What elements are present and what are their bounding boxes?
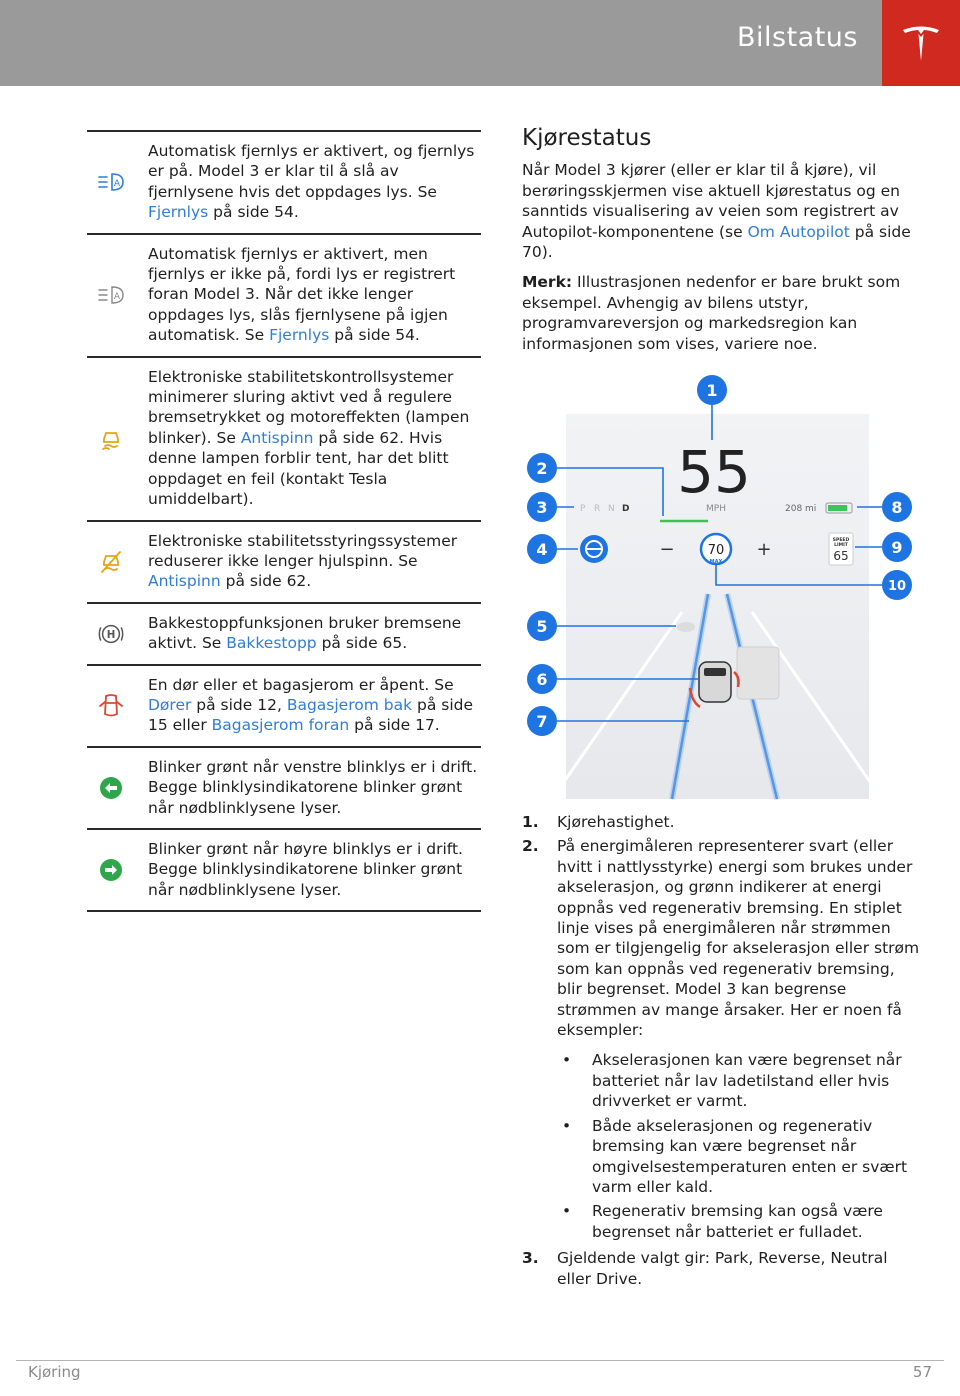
callout-10: 10 [887, 579, 907, 594]
callout-1: 1 [706, 381, 718, 400]
table-row [87, 666, 481, 748]
driving-status-figure [522, 372, 922, 800]
row-text: Bakkestoppfunksjonen bruker bremsene aktivt. Se Bakkestopp på side 65. [148, 613, 462, 653]
callout-7: 7 [536, 712, 548, 731]
driving-status-section [522, 125, 920, 364]
table-row [87, 830, 481, 912]
callout-9: 9 [891, 538, 903, 557]
svg-text:A: A [113, 292, 121, 303]
bullet-list [557, 1050, 920, 1242]
detected-vehicle-far [677, 622, 695, 632]
door-open-icon [97, 692, 125, 720]
svg-text:LIMIT: LIMIT [834, 543, 848, 548]
callout-8: 8 [891, 498, 903, 517]
row-text: Automatisk fjernlys er aktivert, og fjernlys er på. Model 3 er klar til å slå av fjernlysene hvis det oppdages lys. Se Fjernlys på side 54. [148, 142, 475, 222]
link-dorer[interactable]: Dører [148, 695, 192, 714]
row-text: En dør eller et bagasjerom er åpent. Se Dører på side 12, Bagasjerom bak på side 15 eller Bagasjerom foran på side 17. [148, 675, 474, 735]
link-fjernlys[interactable]: Fjernlys [148, 203, 209, 222]
gear-p: P [580, 504, 586, 514]
page-title: Bilstatus [737, 22, 858, 53]
gear-r: R [594, 504, 601, 514]
callout-2: 2 [536, 459, 548, 478]
list-item: 2. På energimåleren representerer svart (eller hvitt i nattlysstyrke) energi som brukes under akselerasjon, og grønn indikerer at energi oppnås ved regenerativ bremsing. En stiplet linje vises på energimåleren når strømmen som er tilgjengelig for akselerasjon eller strøm som kan oppnås ved regenerativ bremsing, blir begrenset. Model 3 kan begrense strømmen av mange årsaker. Her er noen få eksempler: • Akselerasjonen kan være begrenset når batteriet når lav ladetilstand eller hvis drivverket er varmt. • Både akselerasjonen og regenerativ bremsing kan være begrenset når omgivelsestemperaturen enten er svært varm eller kald. • Regenerativ bremsing kan også være begrenset når batteriet er fulladet. [522, 837, 920, 1241]
footer-section: Kjøring [28, 1363, 81, 1381]
speed-limit-value: 65 [833, 549, 849, 563]
svg-text:A: A [113, 179, 121, 190]
callout-5: 5 [536, 617, 548, 636]
auto-high-beam-on-icon [97, 168, 125, 196]
traction-control-off-icon [97, 548, 125, 576]
gear-d: D [622, 504, 630, 514]
list-item: 3. Gjeldende valgt gir: Park, Reverse, Neutral eller Drive. [522, 1249, 888, 1288]
footer-divider [16, 1360, 944, 1361]
svg-text:SPEED: SPEED [832, 538, 850, 543]
link-bakkestopp[interactable]: Bakkestopp [226, 634, 317, 653]
speed-unit: MPH [706, 504, 726, 514]
link-antispinn[interactable]: Antispinn [240, 428, 314, 447]
note-paragraph: Merk: Illustrasjonen nedenfor er bare brukt som eksempel. Avhengig av bilens utstyr, programvareversjon og markedsregion kan informasjonen som vises, variere noe. [522, 273, 901, 353]
traction-control-icon [97, 425, 125, 453]
callout-6: 6 [536, 670, 548, 689]
left-turn-signal-icon [97, 774, 125, 802]
link-bagasjerom-foran[interactable]: Bagasjerom foran [211, 716, 350, 735]
callout-3: 3 [536, 498, 548, 517]
table-row [87, 358, 481, 522]
tesla-logo-icon [899, 21, 943, 65]
table-row [87, 748, 481, 830]
link-fjernlys[interactable]: Fjernlys [269, 326, 330, 345]
row-text: Blinker grønt når venstre blinklys er i drift. Begge blinklysindikatorene blinker grønt når nødblinklysene lyser. [148, 757, 478, 817]
speed-readout: 55 [677, 438, 751, 506]
bullet-item: • Både akselerasjonen og regenerativ bremsing kan være begrenset når omgivelsestemperaturen enten er svært varm eller kald. [562, 1116, 908, 1196]
auto-high-beam-off-icon [97, 281, 125, 309]
numbered-list [522, 812, 920, 1293]
brand-block [882, 0, 960, 86]
callout-4: 4 [536, 540, 548, 559]
row-text: Automatisk fjernlys er aktivert, men fjernlys er ikke på, fordi lys er registrert foran Model 3. Når det ikke lenger oppdages lys, slås fjernlysene på igjen automatisk. Se Fjernlys på side 54. [148, 244, 456, 345]
link-om-autopilot[interactable]: Om Autopilot [747, 222, 850, 241]
vehicle-hold-icon [97, 620, 125, 648]
page-number: 57 [912, 1363, 932, 1381]
table-row [87, 235, 481, 358]
gear-n: N [608, 504, 615, 514]
right-turn-signal-icon [97, 856, 125, 884]
set-speed-value: 70 [707, 543, 725, 558]
bullet-item: • Akselerasjonen kan være begrenset når batteriet når lav ladetilstand eller hvis drivverket er varmt. [562, 1051, 902, 1111]
list-item: 1. Kjørehastighet. [522, 813, 675, 831]
section-title: Kjørestatus [522, 125, 652, 151]
set-speed-max: MAX [709, 559, 723, 565]
range-readout: 208 mi [785, 504, 817, 514]
indicator-table [87, 130, 481, 912]
increase-speed-button[interactable]: + [756, 539, 772, 560]
table-row [87, 604, 481, 666]
row-text: Blinker grønt når høyre blinklys er i drift. Begge blinklysindikatorene blinker grønt når nødblinklysene lyser. [148, 839, 463, 899]
detected-truck [737, 647, 779, 699]
page-header [0, 0, 960, 86]
row-text: Elektroniske stabilitetskontrollsystemer minimerer sluring aktivt ved å regulere bremsetrykket og motoreffekten (lampen blinker). Se Antispinn på side 62. Hvis denne lampen forblir tent, har det blitt oppdaget en feil (kontakt Tesla umiddelbart). [148, 367, 470, 509]
svg-text:H: H [106, 628, 116, 641]
link-bagasjerom-bak[interactable]: Bagasjerom bak [286, 695, 413, 714]
bullet-item: • Regenerativ bremsing kan også være begrenset når batteriet er fulladet. [562, 1202, 883, 1241]
decrease-speed-button[interactable]: − [659, 539, 675, 560]
table-row [87, 522, 481, 604]
row-text: Elektroniske stabilitetsstyringssystemer reduserer ikke lenger hjulspinn. Se Antispinn på side 62. [148, 531, 458, 591]
link-antispinn[interactable]: Antispinn [148, 572, 221, 591]
table-row [87, 132, 481, 235]
intro-paragraph: Når Model 3 kjører (eller er klar til å kjøre), vil berøringsskjermen vise aktuell kjørestatus og en sanntids visualisering av veien som registrert av Autopilot-komponentene (se Om Autopilot på side 70). [522, 161, 911, 262]
